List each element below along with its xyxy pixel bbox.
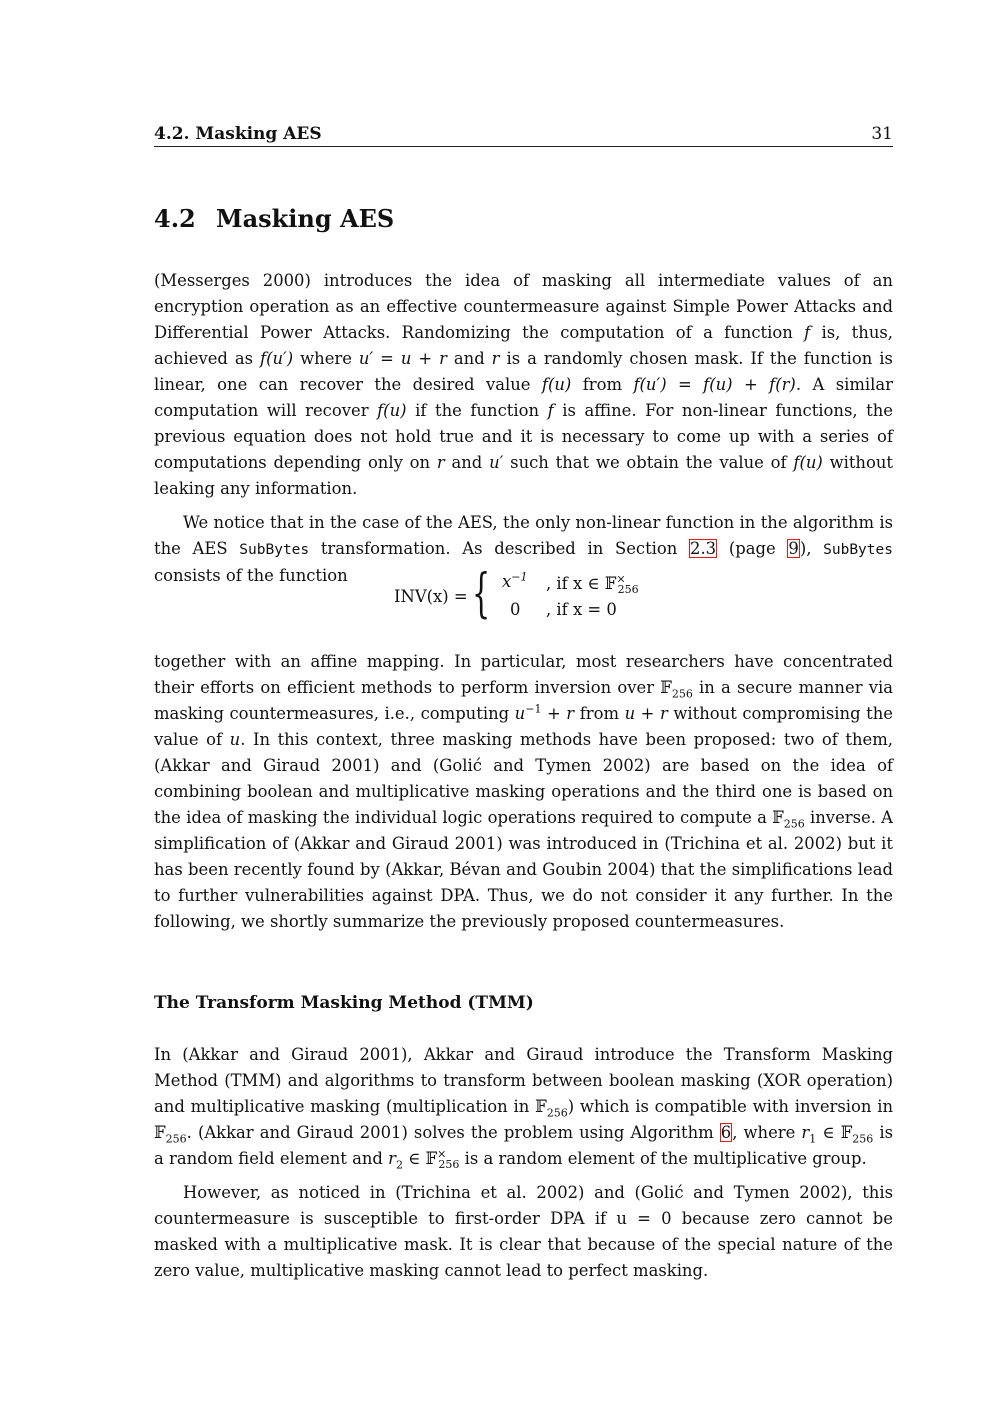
section-link[interactable]: 2.3 [690,539,717,558]
brace-symbol: { [472,564,491,624]
tmm-block [154,1042,893,1284]
case2-value: 0 [510,600,521,619]
paragraph-1: (Messerges 2000) introduces the idea of masking all intermediate values of an encryption operation as an effective countermeasure against Simple Power Attacks and Differential Power Attacks. Randomizing the computation of a function f is, thus, achieved as f(u′) where u′ = u + r and r is a randomly chosen mask. If the function is linear, one can recover the desired value f(u) from f(u′) = f(u) + f(r). A similar computation will recover f(u) if the function f is affine. For non-linear functions, the previous equation does not hold true and it is necessary to come up with a series of computations depending only on r and u′ such that we obtain the value of f(u) without leaking any information. [154,271,894,498]
case1-value: $x^{-1}$ [502,570,528,591]
section-heading [154,204,394,233]
section-number: 4.2 [154,204,196,233]
case2-condition: , if x = 0 [546,600,617,619]
page-link[interactable]: 9 [788,539,799,558]
paragraph-2: We notice that in the case of the AES, the only non-linear function in the algorithm is the AES SubBytes transformation. As described in Section 2.3 (page 9), SubBytes consists of the function [154,513,893,585]
continuation-block [154,649,893,935]
intro-block [154,268,893,589]
code-subbytes: SubBytes [823,542,893,558]
header-page-number: 31 [871,124,893,144]
subsection-heading: The Transform Masking Method (TMM) [154,993,534,1013]
section-title: Masking AES [216,204,395,233]
equation-lhs: INV(x) = [394,587,468,606]
paragraph-4: In (Akkar and Giraud 2001), Akkar and Giraud introduce the Transform Masking Method (TMM) and algorithms to transform between boolean masking (XOR operation) and multiplicative masking (multiplication in 𝔽$_{256}$) which is compatible with inversion in 𝔽$_{256}$. (Akkar and Giraud 2001) solves the problem using Algorithm 6, where $r_1$ ∈ 𝔽$_{256}$ is a random field element and $r_2$ ∈ 𝔽×$_{256}$ is a random element of the multiplicative group. [154,1045,894,1172]
paragraph-3: together with an affine mapping. In particular, most researchers have concentrated their efforts on efficient methods to perform inversion over 𝔽$_{256}$ in a secure manner via masking countermeasures, i.e., computing $u^{-1} + r$ from u + r without compromising the value of u. In this context, three masking methods have been proposed: two of them, (Akkar and Giraud 2001) and (Golić and Tymen 2002) are based on the idea of combining boolean and multiplicative masking operations and the third one is based on the idea of masking the individual logic operations required to compute a 𝔽$_{256}$ inverse. A simplification of (Akkar and Giraud 2001) was introduced in (Trichina et al. 2002) but it has been recently found by (Akkar, Bévan and Goubin 2004) that the simplifications lead to further vulnerabilities against DPA. Thus, we do not consider it any further. In the following, we shortly summarize the previously proposed countermeasures. [154,652,893,931]
paragraph-5: However, as noticed in (Trichina et al. 2002) and (Golić and Tymen 2002), this countermeasure is susceptible to first-order DPA if u = 0 because zero cannot be masked with a multiplicative mask. It is clear that because of the special nature of the zero value, multiplicative masking cannot lead to perfect masking. [154,1183,893,1280]
code-subbytes: SubBytes [239,542,310,558]
header-section-title: 4.2. Masking AES [154,124,322,144]
inv-equation [394,564,674,630]
case1-condition: , if x ∈ 𝔽×$_{256}$ [546,572,639,597]
algorithm-link[interactable]: 6 [720,1123,732,1142]
running-header [154,122,893,147]
